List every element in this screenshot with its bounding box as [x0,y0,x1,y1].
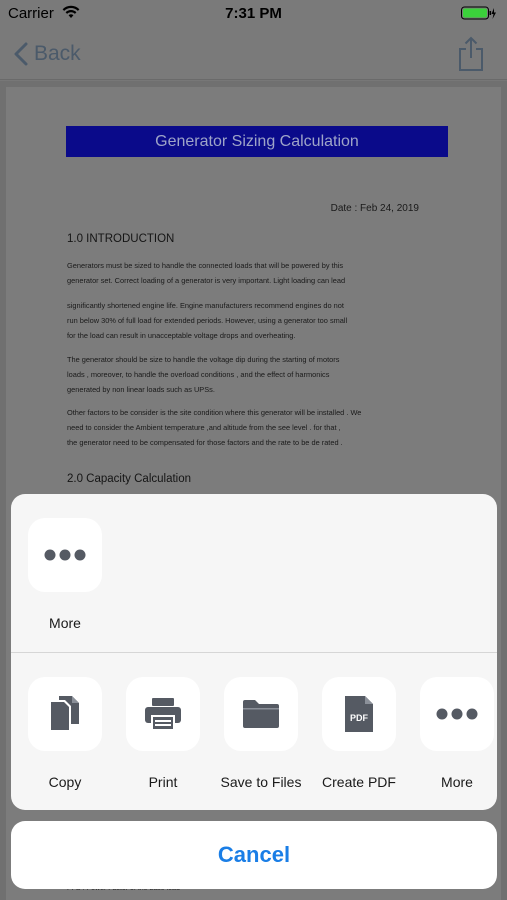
share-action-sheet [11,494,497,810]
more-apps-tile [28,518,102,592]
more-actions-label: More [441,774,473,790]
document-title: Generator Sizing Calculation [66,126,448,157]
create-pdf-label: Create PDF [322,774,396,790]
more-actions-button[interactable] [409,677,497,790]
status-bar [0,0,507,28]
pdf-icon [343,694,375,734]
status-time: 7:31 PM [225,5,282,22]
section-heading-capacity: 2.0 Capacity Calculation [67,473,192,485]
copy-label: Copy [48,774,82,790]
share-icon [457,36,485,72]
print-button[interactable] [115,677,211,790]
document-paragraph: Generators must be sized to handle the connected loads that will be powered by this generator set. Correct loading of a generator is very important. Light loading can lead [67,261,346,285]
more-apps-label: More [49,615,81,631]
more-apps-button[interactable] [17,518,113,631]
document-date: Date : Feb 24, 2019 [330,203,419,214]
carrier-label: Carrier [8,5,54,22]
cancel-button[interactable]: Cancel [11,821,497,889]
document-paragraph: significantly shortened engine life. Engine manufacturers recommend engines do not run below 30% of full load for extended periods. However, using a generator too small for the load can result in unacceptable voltage drops and overheating. [67,301,348,340]
copy-tile [28,677,102,751]
print-label: Print [148,774,178,790]
document-paragraph: The generator should be size to handle the voltage dip during the starting of motors loads , moreover, to handle the overload conditions , and the effect of harmonics generated by non linear loads such as UPSs. [67,355,340,394]
copy-icon [48,694,82,734]
save-to-files-button[interactable] [213,677,309,790]
more-actions-tile [420,677,494,751]
share-row-actions [11,653,497,810]
create-pdf-tile [322,677,396,751]
document-paragraph: Other factors to be consider is the site condition where this generator will be installed . We need to consider the Ambient temperature ,and altitude from the see level . for that , the generator need to be compensated for those factors and the rate to be de rated . [67,408,362,447]
back-button[interactable] [14,38,81,70]
section-heading-introduction: 1.0 INTRODUCTION [67,233,175,245]
navigation-bar [0,28,507,80]
create-pdf-button[interactable] [311,677,407,790]
print-tile [126,677,200,751]
printer-icon [143,696,183,732]
copy-button[interactable] [17,677,113,790]
save-to-files-label: Save to Files [220,774,302,790]
ellipsis-icon [435,708,479,720]
battery-icon [461,6,497,21]
save-to-files-tile [224,677,298,751]
chevron-left-icon [14,42,28,66]
back-button-label: Back [34,42,81,65]
ellipsis-icon [43,549,87,561]
folder-icon [241,698,281,730]
pdf-badge-text: PDF [350,713,368,723]
share-row-apps [11,494,497,652]
share-button[interactable] [457,36,485,72]
